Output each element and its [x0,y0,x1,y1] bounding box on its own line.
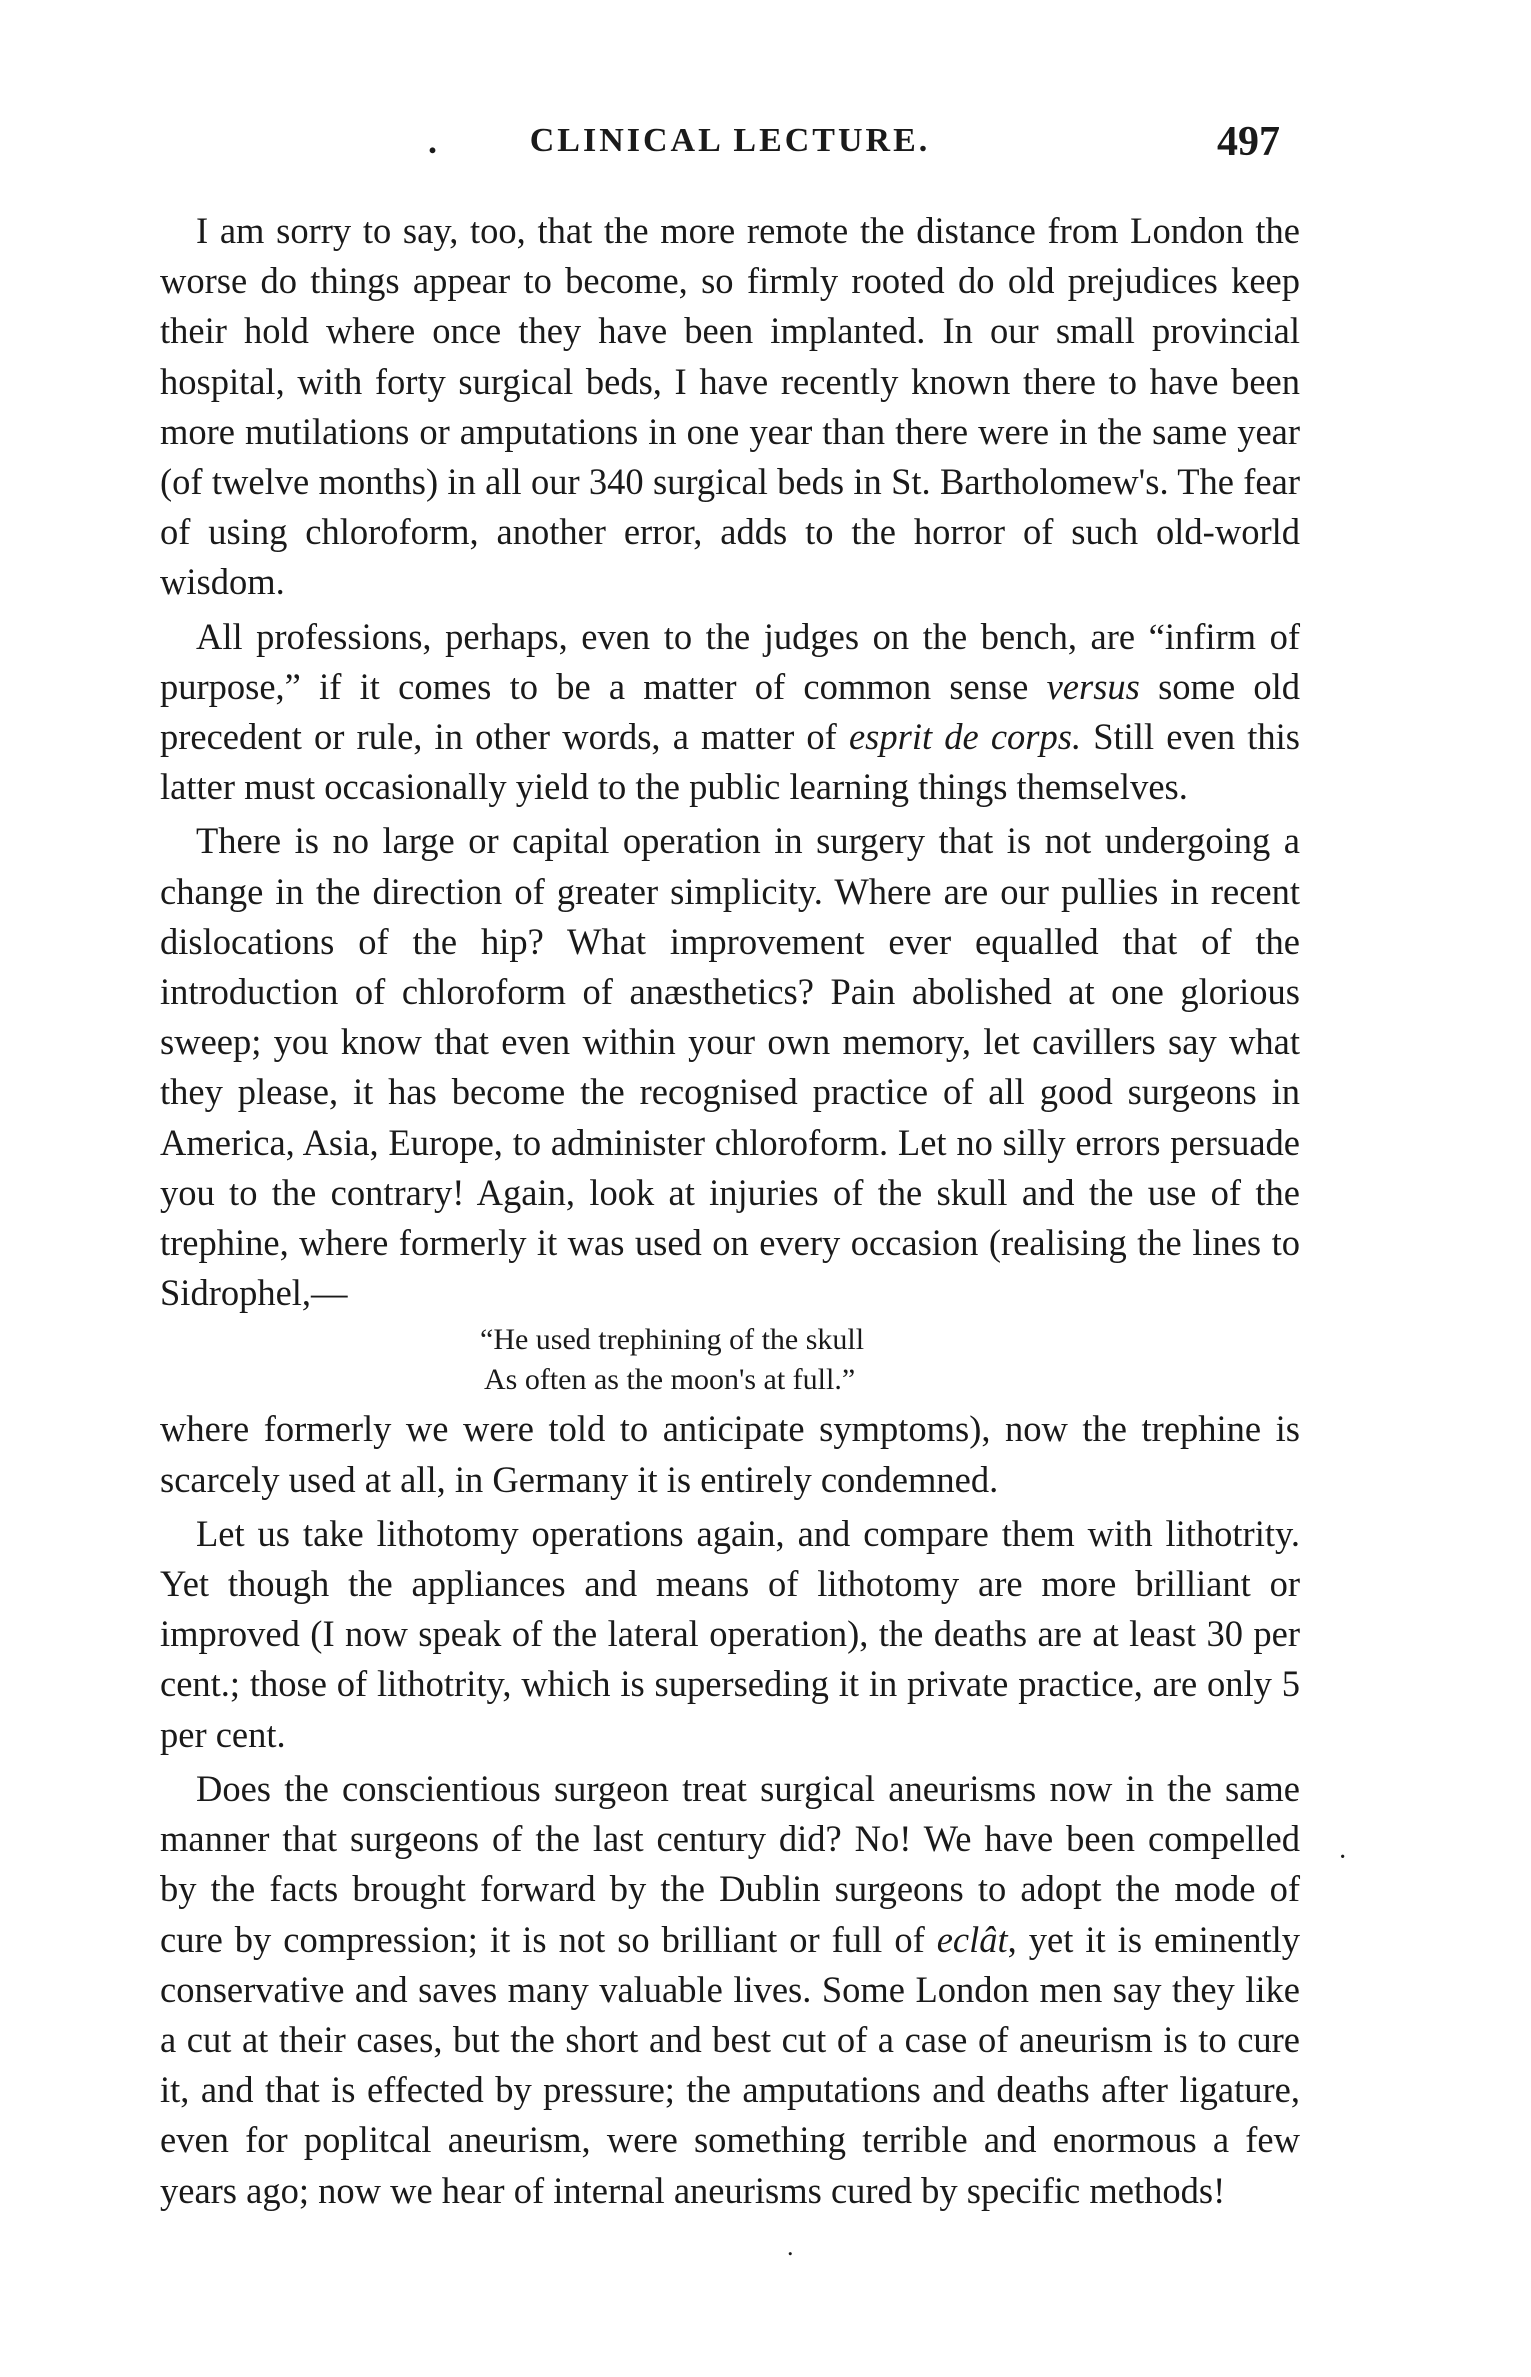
paragraph-2-text: All professions, perhaps, even to the judges on the bench, are “infirm of purpose,” if it comes to be a matter of common sense [160,615,1300,707]
paragraph-1: I am sorry to say, too, that the more remote the distance from London the worse do things appear to become, so firmly rooted do old prejudices keep their hold where once they have been implanted. In our small provincial hospital, with forty surgical beds, I have recently known there to have been more mutilations or amputations in one year than there were in the same year (of twelve months) in all our 340 surgical beds in St. Bartholomew's. The fear of using chloroform, another error, adds to the horror of such old-world wisdom. [160,210,1300,603]
book-page [160,118,1300,2216]
paragraph-3: There is no large or capital operation in surgery that is not undergoing a change in the direction of greater simplicity. Where are our pullies in recent dislocations of the hip? What improvement ever equalled that of the introduction of chloroform of anæsthetics? Pain abolished at one glorious sweep; you know that even within your own memory, let cavillers say what they please, it has become the recognised practice of all good surgeons in America, Asia, Europe, to administer chloroform. Let no silly errors persuade you to the contrary! Again, look at injuries of the skull and the use of the trephine, where formerly it was used on every occasion (realising the lines to Sidrophel,— [160,820,1300,1314]
header-dot: . [428,121,437,161]
paragraph-2-text: Still even this latter must occasionally yield to the public learning things themselves. [160,716,1301,808]
page-number: 497 [1217,119,1280,165]
running-title: CLINICAL LECTURE. [529,122,931,159]
paragraph-2-text: some old precedent or rule, in other words, a matter of [160,665,1301,758]
paragraph-5-text: , yet it is eminently conservative and saves many valuable lives. Some London men say they like a cut at their cases, but the short and best cut of a case of aneurism is to cure it, and that is effected by pressure; the amputations and deaths after ligature, even for poplitcal aneurism, were something terrible and enormous a few years ago; now we hear of internal aneurisms cured by specific methods! [160,1918,1300,2211]
verse-line-1: “He used trephining of the skull [480,1323,865,1357]
italic-versus: versus [1046,665,1140,707]
verse-line-2: As often as the moon's at full.” [484,1363,856,1397]
paragraph-3-continuation: where formerly we were told to anticipate symptoms), now the trephine is scarcely used at all, in Germany it is entirely condemned. [160,1408,1300,1500]
paragraph-5-text: Does the conscientious surgeon treat surgical aneurisms now in the same manner that surgeons of the last century did? No! We have been compelled by the facts brought forward by the Dublin surgeons to adopt the mode of cure by compression; it is not so brilliant or full of [160,1767,1300,1960]
margin-mark: · [1338,1842,1348,1873]
paragraph-4: Let us take lithotomy operations again, and compare them with lithotrity. Yet though the appliances and means of lithotomy are more brilliant or improved (I now speak of the lateral operation), the deaths are at least 30 per cent.; those of lithotrity, which is superseding it in private practice, are only 5 per cent. [160,1512,1300,1755]
verse-quote [160,1320,1300,1400]
page-header [160,118,1300,178]
italic-esprit-de-corps: esprit de corps. [848,716,1082,758]
paragraph-2 [160,612,1300,813]
paragraph-5 [160,1764,1300,2216]
italic-eclat: eclât [936,1918,1008,1960]
bottom-mark: . [787,2232,794,2261]
